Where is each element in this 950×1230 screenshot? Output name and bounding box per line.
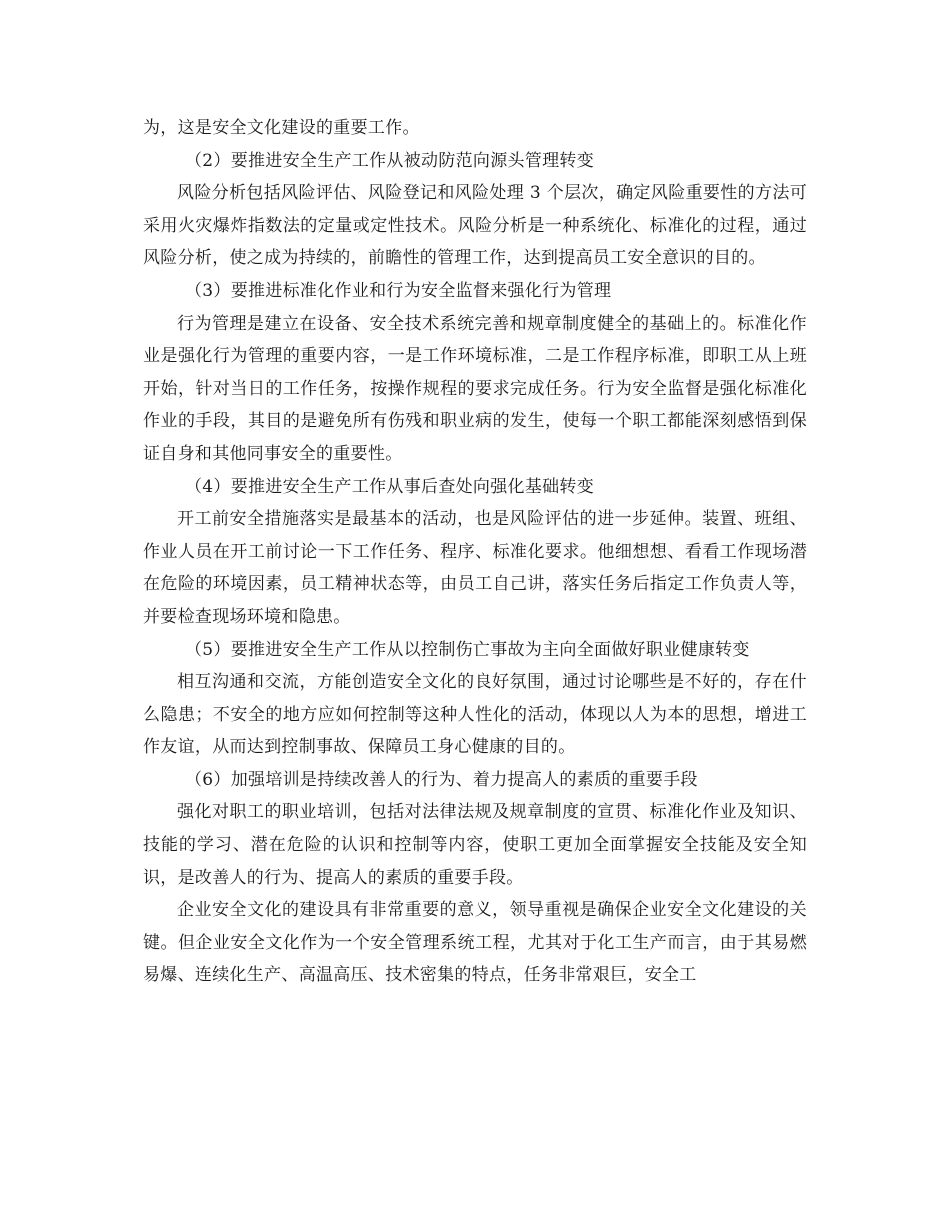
section-heading-5: （5）要推进安全生产工作从以控制伤亡事故为主向全面做好职业健康转变	[185, 639, 750, 660]
paragraph-training: 强化对职工的职业培训，包括对法律法规及规章制度的宣贯、标准化作业及知识、技能的学习、潜在危险的认识和控制等内容，使职工更加全面掌握安全技能及安全知识，是改善人的行为、提高人的素质的重要手段。	[143, 802, 807, 888]
paragraph-risk-analysis: 风险分析包括风险评估、风险登记和风险处理 3 个层次，确定风险重要性的方法可采用火灾爆炸指数法的定量或定性技术。风险分析是一种系统化、标准化的过程，通过风险分析，使之成为持续的，前瞻性的管理工作，达到提高员工安全意识的目的。	[143, 183, 807, 269]
section-heading-6: （6）加强培训是持续改善人的行为、着力提高人的素质的重要手段	[185, 769, 698, 790]
document-page	[143, 112, 807, 992]
section-heading-4: （4）要推进安全生产工作从事后查处向强化基础转变	[185, 476, 595, 497]
paragraph-communication: 相互沟通和交流，方能创造安全文化的良好氛围，通过讨论哪些是不好的，存在什么隐患；不安全的地方应如何控制等这种人性化的活动，体现以人为本的思想，增进工作友谊，从而达到控制事故、保障员工身心健康的目的。	[143, 672, 807, 758]
section-heading-3: （3）要推进标准化作业和行为安全监督来强化行为管理	[185, 280, 612, 301]
paragraph-behavior-management: 行为管理是建立在设备、安全技术系统完善和规章制度健全的基础上的。标准化作业是强化行为管理的重要内容，一是工作环境标准，二是工作程序标准，即职工从上班开始，针对当日的工作任务，按操作规程的要求完成任务。行为安全监督是强化标准化作业的手段，其目的是避免所有伤残和职业病的发生，使每一个职工都能深刻感悟到保证自身和其他同事安全的重要性。	[143, 313, 807, 464]
paragraph-pre-start-measures: 开工前安全措施落实是最基本的活动，也是风险评估的进一步延伸。装置、班组、作业人员在开工前讨论一下工作任务、程序、标准化要求。他细想想、看看工作现场潜在危险的环境因素，员工精神状态等，由员工自己讲，落实任务后指定工作负责人等，并要检查现场环境和隐患。	[143, 509, 807, 627]
section-heading-2: （2）要推进安全生产工作从被动防范向源头管理转变	[185, 150, 595, 171]
paragraph-continued: 为，这是安全文化建设的重要工作。	[143, 118, 420, 138]
paragraph-conclusion: 企业安全文化的建设具有非常重要的意义，领导重视是确保企业安全文化建设的关键。但企业安全文化作为一个安全管理系统工程，尤其对于化工生产而言，由于其易燃易爆、连续化生产、高温高压、技术密集的特点，任务非常艰巨，安全工	[143, 900, 807, 986]
